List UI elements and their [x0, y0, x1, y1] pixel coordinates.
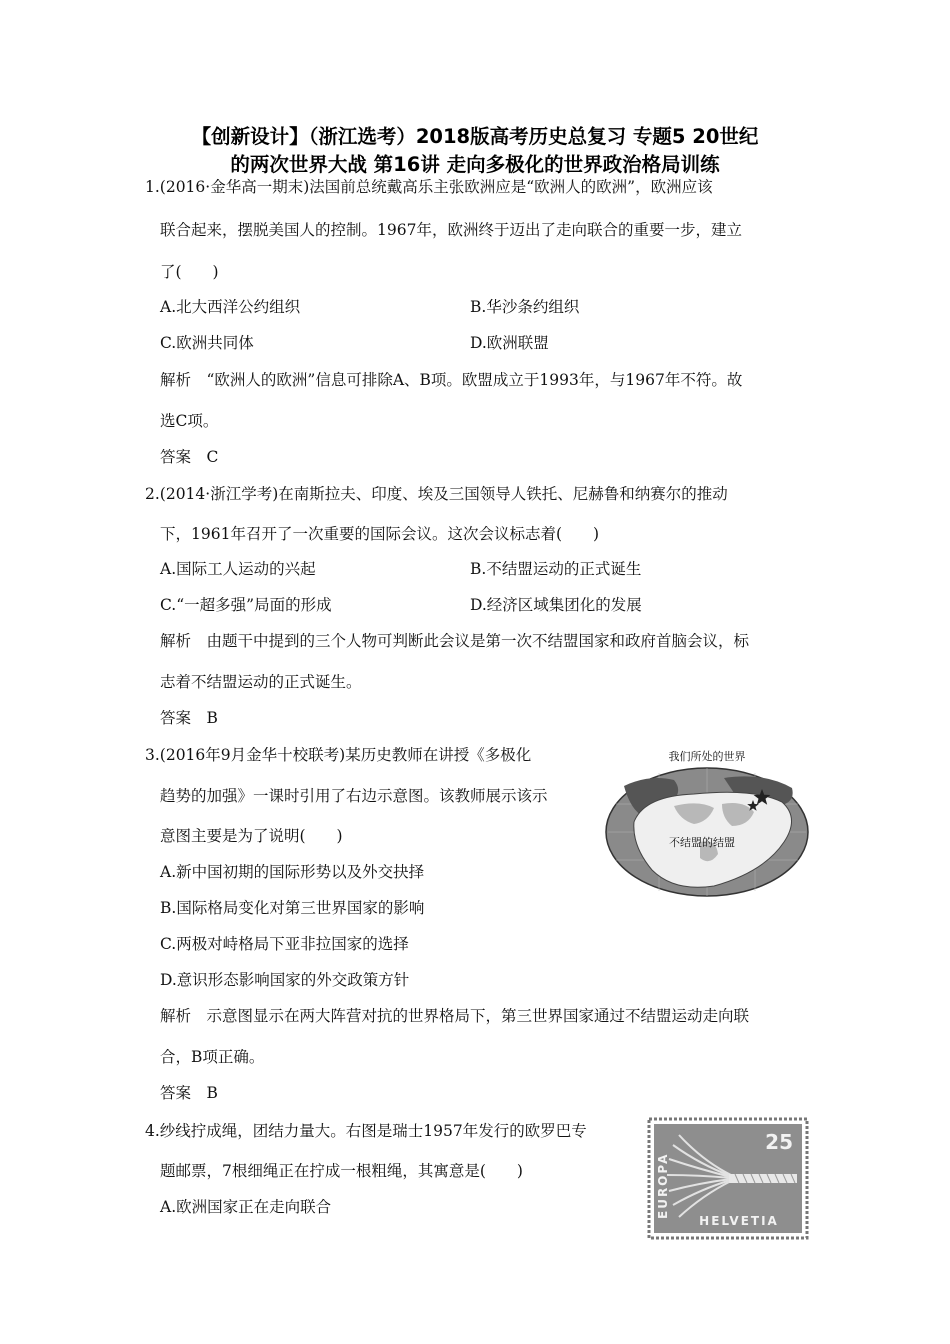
document-title	[120, 123, 830, 179]
title-line-2: 的两次世界大战 第16讲 走向多极化的世界政治格局训练	[230, 153, 720, 176]
q4-stem-line-1: 4.纱线拧成绳，团结力量大。右图是瑞士1957年发行的欧罗巴专	[145, 1122, 587, 1140]
q3-option-b: B.国际格局变化对第三世界国家的影响	[160, 899, 425, 917]
map-region-label: 不结盟的结盟	[669, 836, 735, 849]
title-line-1: 【创新设计】（浙江选考）2018版高考历史总复习 专题5 20世纪	[191, 125, 759, 148]
q1-option-a: A.北大西洋公约组织	[160, 298, 301, 316]
q3-option-c: C.两极对峙格局下亚非拉国家的选择	[160, 935, 409, 953]
q1-stem-line-2: 联合起来，摆脱美国人的控制。1967年，欧洲终于迈出了走向联合的重要一步，建立	[160, 221, 742, 239]
q1-analysis-line-1: 解析 “欧洲人的欧洲”信息可排除A、B项。欧盟成立于1993年，与1967年不符。故	[160, 371, 743, 389]
q2-analysis-line-1: 解析 由题干中提到的三个人物可判断此会议是第一次不结盟国家和政府首脑会议，标	[160, 632, 750, 650]
q2-stem-line-2: 下，1961年召开了一次重要的国际会议。这次会议标志着( )	[160, 525, 600, 543]
stamp-value: 25	[765, 1130, 793, 1154]
q3-option-d: D.意识形态影响国家的外交政策方针	[160, 971, 410, 989]
q3-stem-line-3: 意图主要是为了说明( )	[160, 827, 343, 845]
q1-analysis-line-2: 选C项。	[160, 412, 219, 430]
q2-option-c: C.“一超多强”局面的形成	[160, 596, 332, 614]
stamp-country-text: HELVETIA	[699, 1214, 779, 1228]
q1-option-b: B.华沙条约组织	[470, 298, 580, 316]
q3-answer: 答案 B	[160, 1084, 218, 1102]
q4-option-a: A.欧洲国家正在走向联合	[160, 1198, 332, 1216]
q2-option-b: B.不结盟运动的正式诞生	[470, 560, 642, 578]
q3-analysis-line-1: 解析 示意图显示在两大阵营对抗的世界格局下，第三世界国家通过不结盟运动走向联	[160, 1007, 750, 1025]
stamp-europa-text: EUROPA	[656, 1152, 670, 1219]
q2-option-a: A.国际工人运动的兴起	[160, 560, 316, 578]
q1-answer: 答案 C	[160, 448, 219, 466]
q3-option-a: A.新中国初期的国际形势以及外交抉择	[160, 863, 425, 881]
q1-option-c: C.欧洲共同体	[160, 334, 254, 352]
q1-stem-line-3: 了( )	[160, 263, 219, 281]
q3-stem-line-1: 3.(2016年9月金华十校联考)某历史教师在讲授《多极化	[145, 746, 532, 764]
europa-stamp-figure	[647, 1117, 809, 1240]
q3-stem-line-2: 趋势的加强》一课时引用了右边示意图。该教师展示该示	[160, 787, 548, 805]
q2-analysis-line-2: 志着不结盟运动的正式诞生。	[160, 673, 362, 691]
q3-analysis-line-2: 合，B项正确。	[160, 1048, 265, 1066]
map-title: 我们所处的世界	[668, 750, 746, 763]
world-map-figure	[604, 746, 810, 898]
q2-stem-line-1: 2.(2014·浙江学考)在南斯拉夫、印度、埃及三国领导人铁托、尼赫鲁和纳赛尔的推动	[145, 485, 728, 503]
q2-option-d: D.经济区域集团化的发展	[470, 596, 642, 614]
q2-answer: 答案 B	[160, 709, 218, 727]
q1-option-d: D.欧洲联盟	[470, 334, 549, 352]
q1-stem-line-1: 1.(2016·金华高一期末)法国前总统戴高乐主张欧洲应是“欧洲人的欧洲”，欧洲应该	[145, 178, 713, 196]
q4-stem-line-2: 题邮票，7根细绳正在拧成一根粗绳，其寓意是( )	[160, 1162, 523, 1180]
